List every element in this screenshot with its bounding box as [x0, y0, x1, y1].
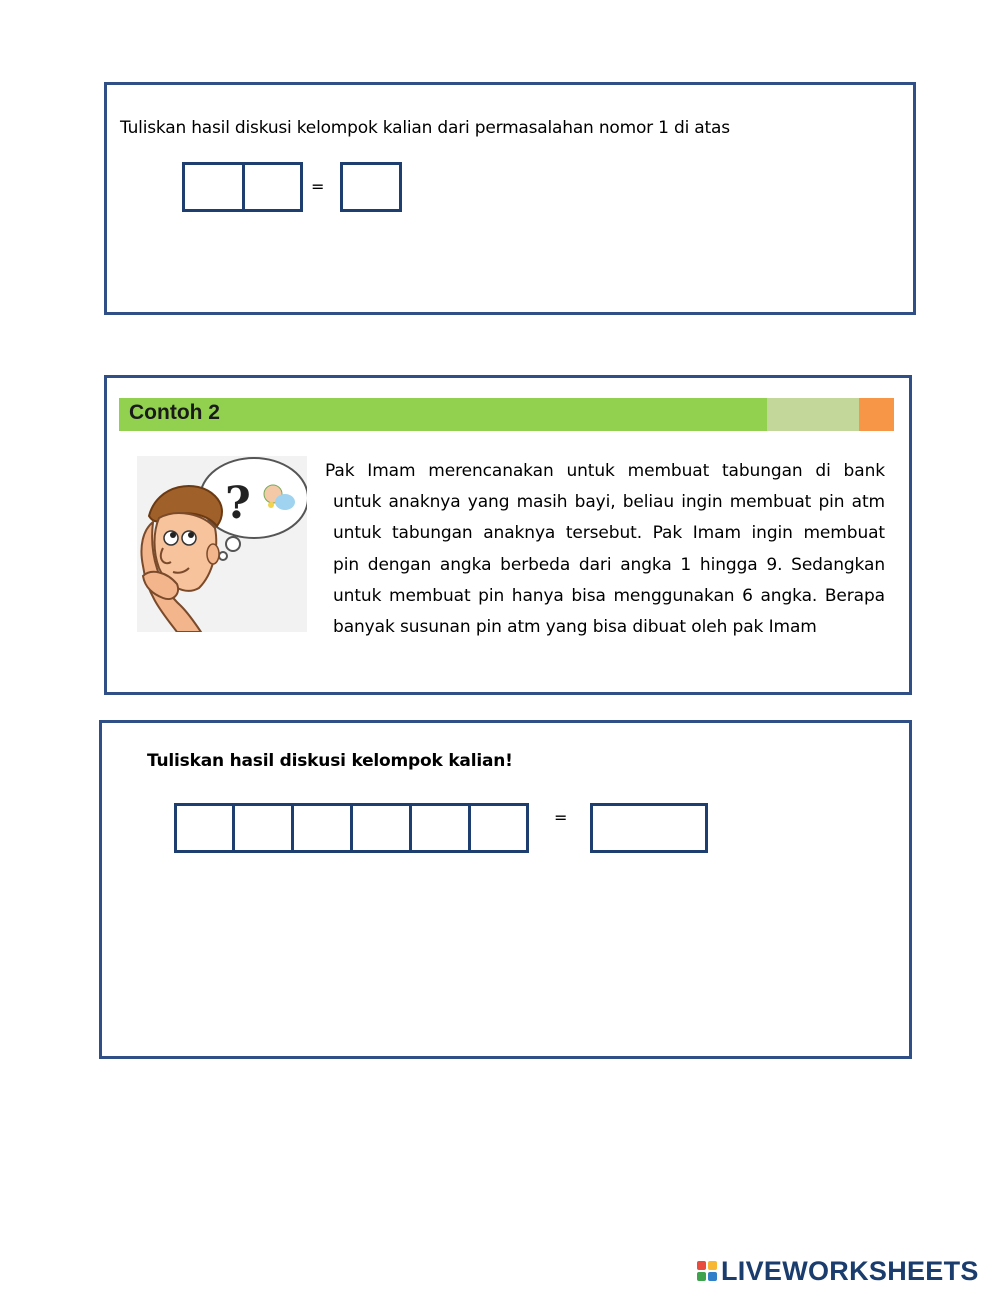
result-box-group — [340, 162, 399, 212]
answer-box[interactable] — [409, 803, 471, 853]
header-bar-accent — [859, 398, 894, 431]
section-header — [119, 398, 894, 431]
answer-box[interactable] — [468, 803, 529, 853]
answer-panel-2 — [99, 720, 912, 1059]
instruction-text: Tuliskan hasil diskusi kelompok kalian dari permasalahan nomor 1 di atas — [120, 118, 730, 138]
equals-sign: = — [554, 808, 568, 827]
problem-line: pin dengan angka berbeda dari angka 1 hingga 9. Sedangkan — [333, 554, 885, 575]
answer-box[interactable] — [174, 803, 235, 853]
logo-icon — [697, 1261, 717, 1281]
answer-box-group — [182, 162, 300, 212]
answer-box[interactable] — [232, 803, 294, 853]
result-box-group — [590, 803, 705, 853]
answer-box[interactable] — [242, 162, 303, 212]
answer-box[interactable] — [291, 803, 353, 853]
problem-line: banyak susunan pin atm yang bisa dibuat oleh pak Imam — [333, 617, 817, 638]
equals-sign: = — [311, 177, 325, 196]
answer-panel-1 — [104, 82, 916, 315]
answer-box[interactable] — [350, 803, 412, 853]
section-title: Contoh 2 — [129, 401, 220, 424]
result-box[interactable] — [340, 162, 402, 212]
example-panel — [104, 375, 912, 695]
instruction-text: Tuliskan hasil diskusi kelompok kalian! — [147, 751, 513, 771]
problem-line: untuk tabungan anaknya tersebut. Pak Imam ingin membuat — [333, 523, 885, 544]
answer-box[interactable] — [182, 162, 245, 212]
problem-line: Pak Imam merencanakan untuk membuat tabungan di bank — [325, 461, 885, 481]
svg-text:?: ? — [225, 478, 251, 529]
thinking-person-icon — [137, 456, 307, 632]
problem-text — [325, 456, 885, 643]
problem-line: untuk membuat pin hanya bisa menggunakan 6 angka. Berapa — [333, 585, 885, 606]
liveworksheets-logo — [697, 1255, 979, 1287]
answer-box-group — [174, 803, 526, 853]
result-box[interactable] — [590, 803, 708, 853]
problem-line: untuk anaknya yang masih bayi, beliau ingin membuat pin atm — [333, 492, 885, 513]
header-bar-main — [119, 398, 767, 431]
header-bar-light — [767, 398, 859, 431]
brand-text: LIVEWORKSHEETS — [721, 1255, 979, 1286]
